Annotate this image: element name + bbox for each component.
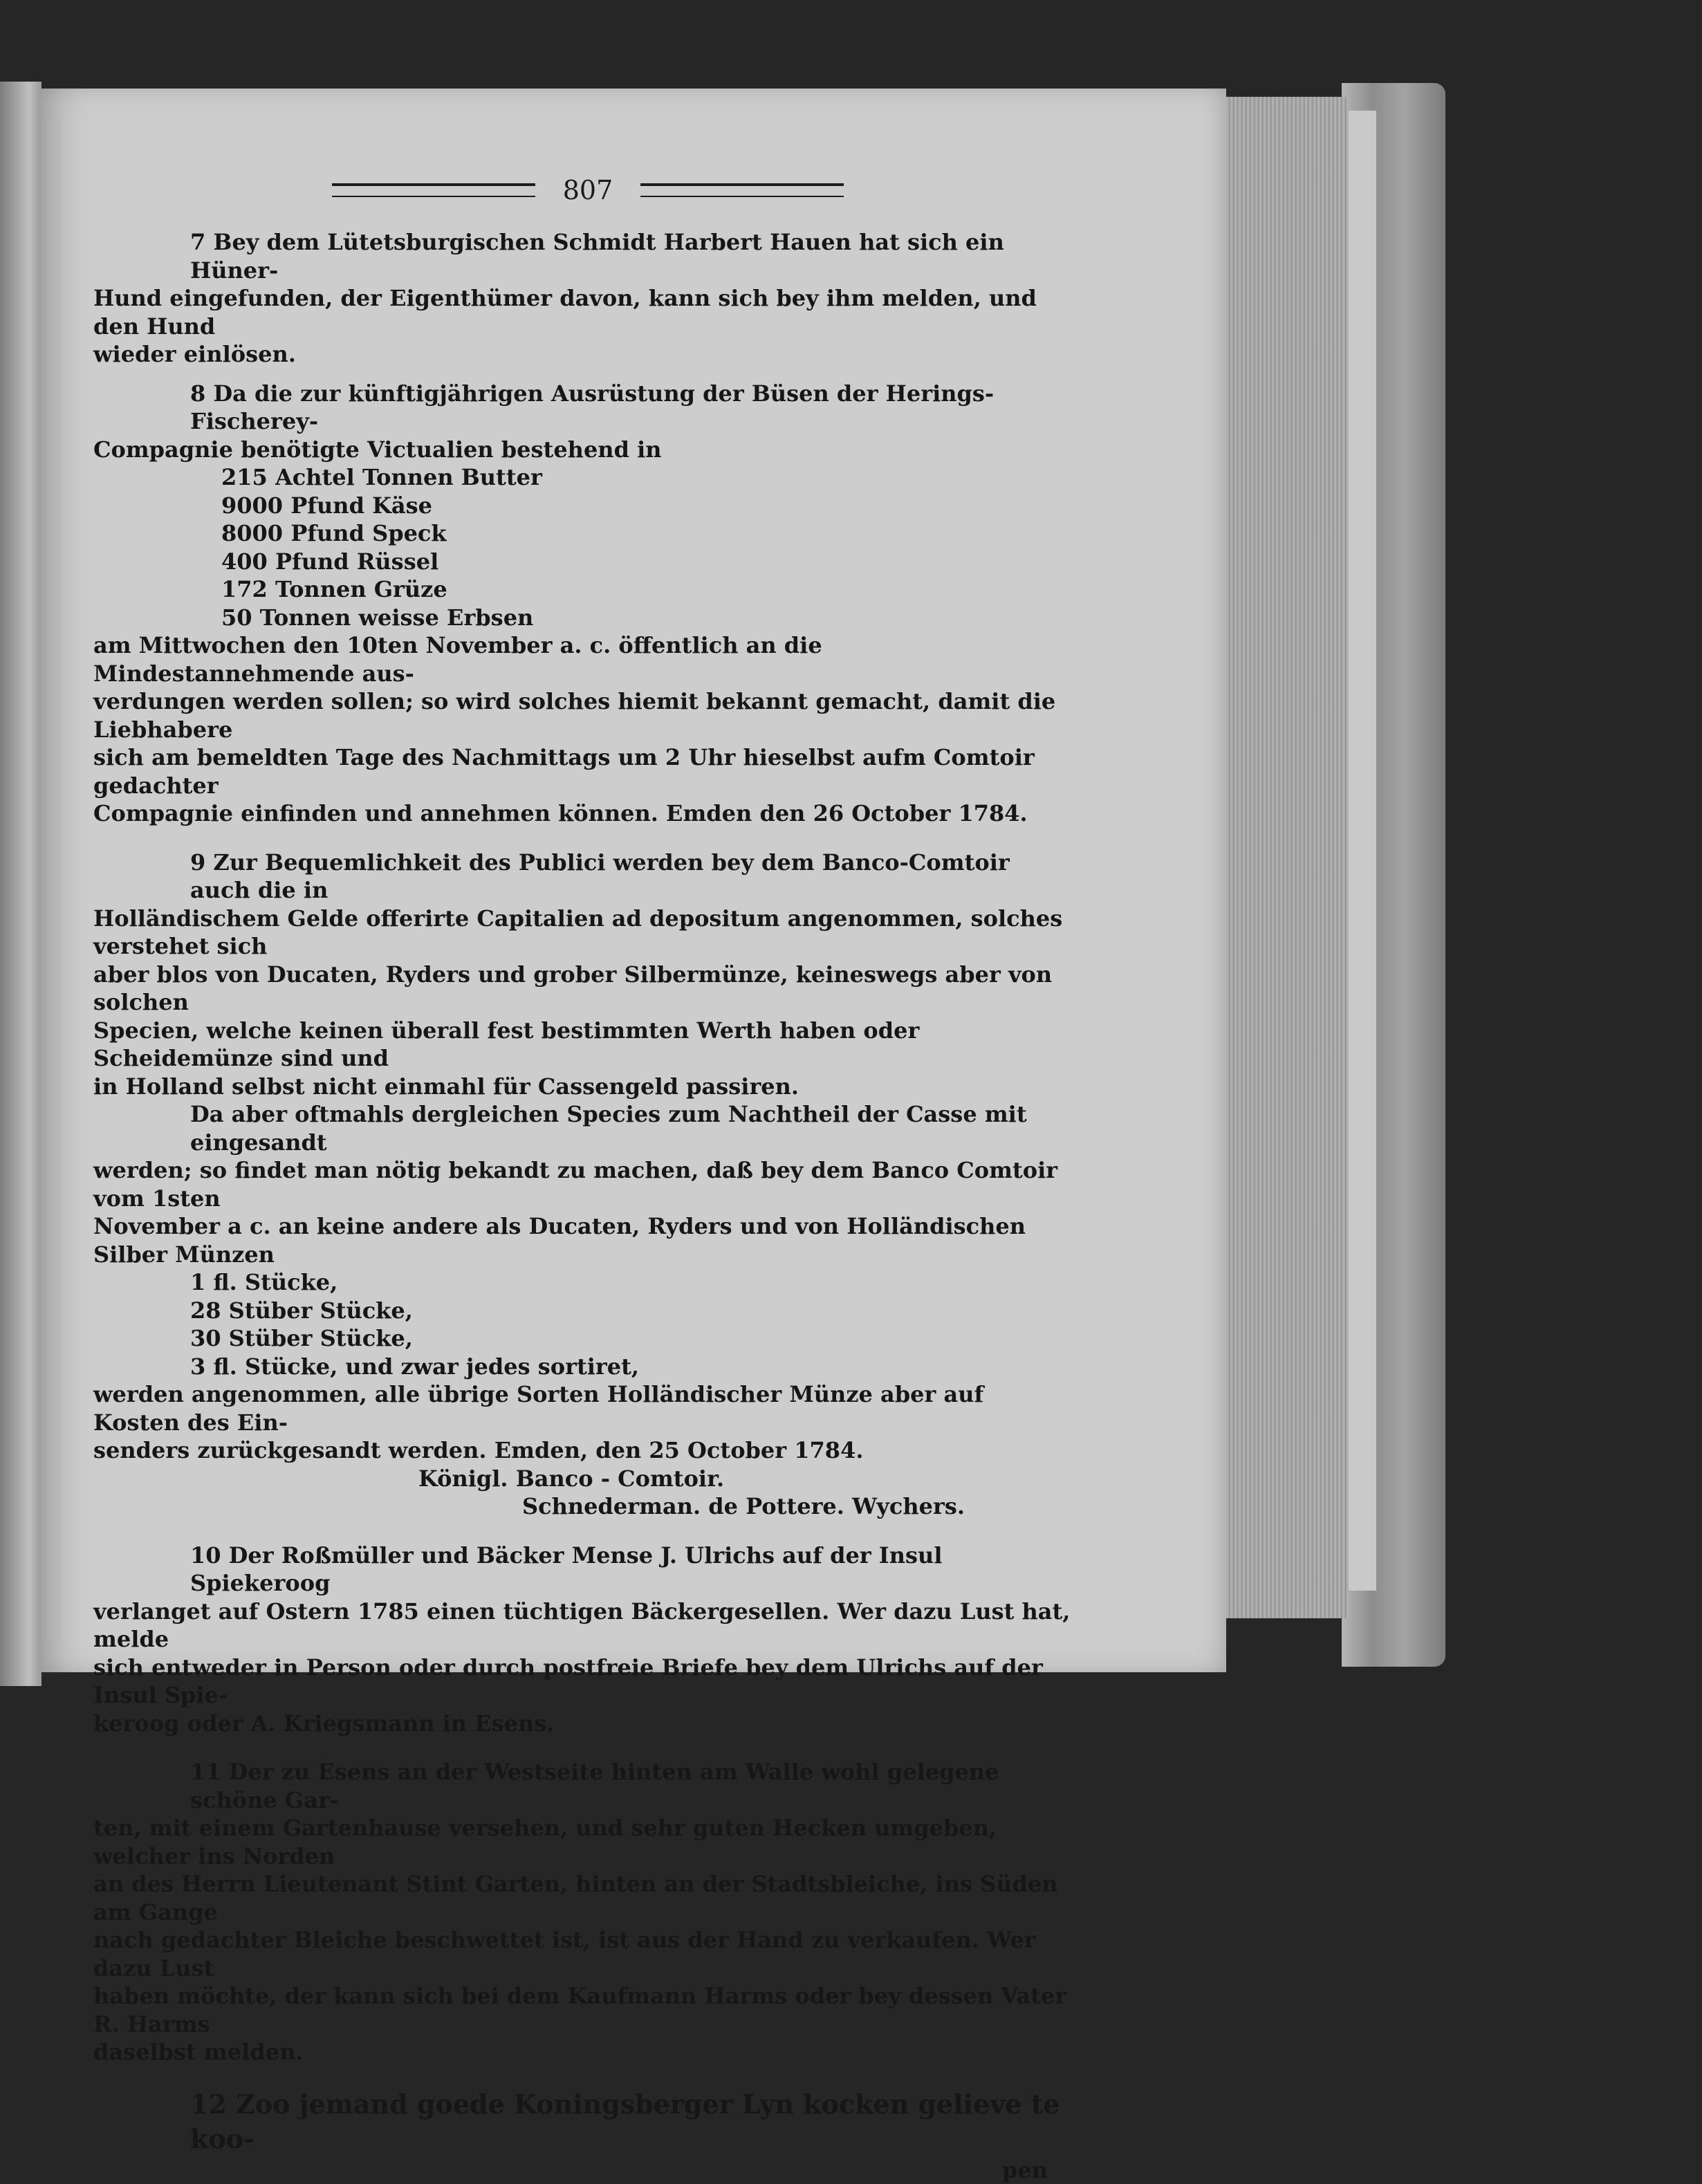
text-line: 3 fl. Stücke, und zwar jedes sortiret, bbox=[93, 1353, 1075, 1381]
text-line: wieder einlösen. bbox=[93, 340, 1075, 369]
text-line: senders zurückgesandt werden. Emden, den 25 October 1784. bbox=[93, 1436, 1075, 1465]
header-rule-right bbox=[640, 183, 844, 197]
cover-inner-board bbox=[1349, 111, 1376, 1591]
text-line: 172 Tonnen Grüze bbox=[93, 575, 1075, 604]
text-line: sich entweder in Person oder durch postfreie Briefe bey dem Ulrichs auf der Insul Spie- bbox=[93, 1654, 1075, 1710]
text-line: Compagnie einfinden und annehmen können. Emden den 26 October 1784. bbox=[93, 799, 1075, 828]
text-line: werden angenommen, alle übrige Sorten Holländischer Münze aber auf Kosten des Ein- bbox=[93, 1380, 1075, 1436]
header-rule-left bbox=[332, 183, 535, 197]
text-line: 215 Achtel Tonnen Butter bbox=[93, 463, 1075, 492]
paragraph-gap bbox=[93, 2066, 1075, 2087]
text-line: 11 Der zu Esens an der Westseite hinten am Walle wohl gelegene schöne Gar- bbox=[93, 1758, 1075, 1814]
text-line: keroog oder A. Kriegsmann in Esens. bbox=[93, 1710, 1075, 1738]
text-line: verlanget auf Ostern 1785 einen tüchtigen Bäckergesellen. Wer dazu Lust hat, melde bbox=[93, 1598, 1075, 1654]
text-line: 12 Zoo jemand goede Koningsberger Lyn kocken gelieve te koo- bbox=[93, 2087, 1075, 2156]
text-line: Da aber oftmahls dergleichen Species zum Nachtheil der Casse mit eingesandt bbox=[93, 1100, 1075, 1156]
text-line: November a c. an keine andere als Ducaten, Ryders und von Holländischen Silber Münzen bbox=[93, 1212, 1075, 1268]
text-line: 1 fl. Stücke, bbox=[93, 1268, 1075, 1297]
paragraph-gap bbox=[93, 1737, 1075, 1758]
text-line: Compagnie benötigte Victualien bestehend in bbox=[93, 436, 1075, 464]
paragraph-gap bbox=[93, 828, 1075, 849]
text-line: 8000 Pfund Speck bbox=[93, 519, 1075, 548]
text-line: 50 Tonnen weisse Erbsen bbox=[93, 604, 1075, 632]
text-line: sich am bemeldten Tage des Nachmittags um 2 Uhr hieselbst aufm Comtoir gedachter bbox=[93, 743, 1075, 799]
text-line: ten, mit einem Gartenhause versehen, und sehr guten Hecken umgeben, welcher ins Norden bbox=[93, 1814, 1075, 1870]
text-line: werden; so findet man nötig bekandt zu machen, daß bey dem Banco Comtoir vom 1sten bbox=[93, 1156, 1075, 1212]
text-line: 400 Pfund Rüssel bbox=[93, 548, 1075, 576]
text-line: 9 Zur Bequemlichkeit des Publici werden bey dem Banco-Comtoir auch die in bbox=[93, 849, 1075, 905]
text-line: 30 Stüber Stücke, bbox=[93, 1324, 1075, 1353]
text-line: 9000 Pfund Käse bbox=[93, 492, 1075, 520]
page-number: 807 bbox=[563, 175, 613, 205]
text-line: 7 Bey dem Lütetsburgischen Schmidt Harbert Hauen hat sich ein Hüner- bbox=[93, 228, 1075, 284]
page-header bbox=[332, 169, 844, 211]
text-line: Schnederman. de Pottere. Wychers. bbox=[93, 1492, 1075, 1521]
text-line: 28 Stüber Stücke, bbox=[93, 1297, 1075, 1325]
text-line: an des Herrn Lieutenant Stint Garten, hinten an der Stadtsbleiche, ins Süden am Gange bbox=[93, 1870, 1075, 1926]
text-line: Specien, welche keinen überall fest bestimmten Werth haben oder Scheidemünze sind und bbox=[93, 1017, 1075, 1073]
text-line: 10 Der Roßmüller und Bäcker Mense J. Ulrichs auf der Insul Spiekeroog bbox=[93, 1542, 1075, 1598]
paragraph-gap bbox=[93, 1521, 1075, 1542]
page-edges bbox=[1217, 97, 1349, 1618]
paragraph-gap bbox=[93, 369, 1075, 380]
text-line: haben möchte, der kann sich bei dem Kaufmann Harms oder bey dessen Vater R. Harms bbox=[93, 1982, 1075, 2038]
page-text bbox=[93, 228, 1075, 2184]
text-line: nach gedachter Bleiche beschwettet ist, ist aus der Hand zu verkaufen. Wer dazu Lust bbox=[93, 1926, 1075, 1982]
text-line: aber blos von Ducaten, Ryders und grober Silbermünze, keineswegs aber von solchen bbox=[93, 961, 1075, 1017]
text-line: Hund eingefunden, der Eigenthümer davon, kann sich bey ihm melden, und den Hund bbox=[93, 284, 1075, 340]
text-line: daselbst melden. bbox=[93, 2038, 1075, 2066]
text-line: in Holland selbst nicht einmahl für Cassengeld passiren. bbox=[93, 1073, 1075, 1101]
text-line: Holländischem Gelde offerirte Capitalien ad depositum angenommen, solches verstehet sich bbox=[93, 905, 1075, 961]
text-line: am Mittwochen den 10ten November a. c. öffentlich an die Mindestannehmende aus- bbox=[93, 631, 1075, 687]
left-page-edge bbox=[0, 82, 41, 1686]
text-line: verdungen werden sollen; so wird solches hiemit bekannt gemacht, damit die Liebhabere bbox=[93, 687, 1075, 743]
text-line: 8 Da die zur künftigjährigen Ausrüstung der Büsen der Herings-Fischerey- bbox=[93, 380, 1075, 436]
text-line: Königl. Banco - Comtoir. bbox=[93, 1465, 1075, 1493]
text-line: pen bbox=[93, 2156, 1075, 2184]
